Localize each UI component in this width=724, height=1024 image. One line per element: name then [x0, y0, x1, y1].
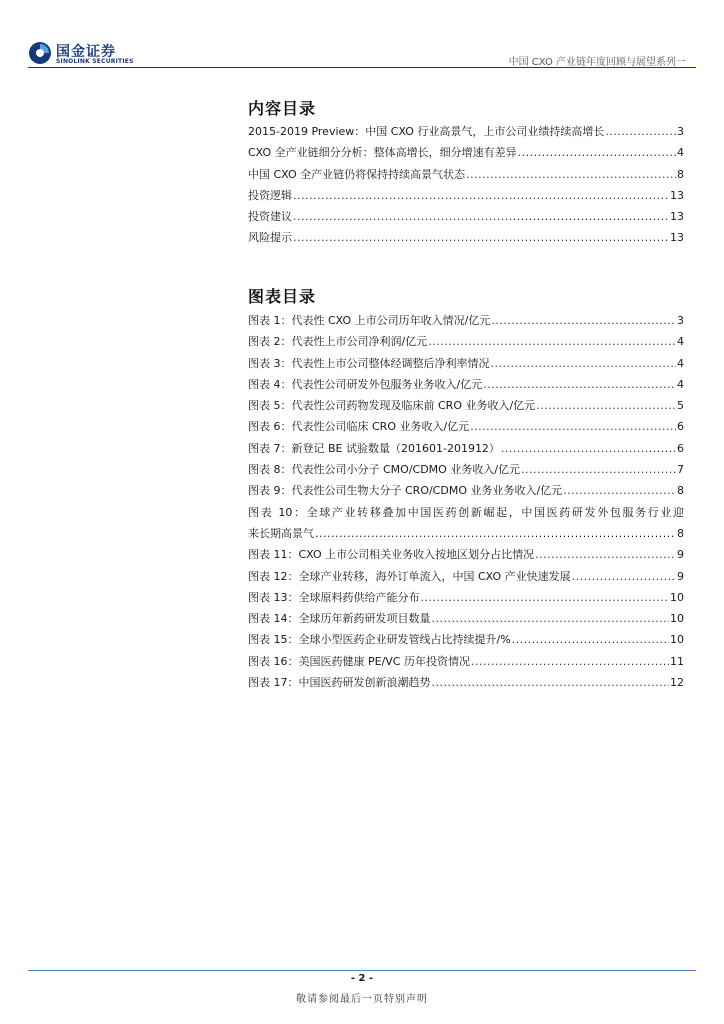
toc-entry-page: 3: [677, 125, 684, 138]
sinolink-logo-icon: [28, 41, 52, 65]
disclaimer-note: 敬请参阅最后一页特别声明: [296, 994, 428, 1005]
toc-entry[interactable]: [248, 227, 684, 248]
toc-entry-page: 13: [670, 231, 684, 245]
leader-dots: [521, 459, 676, 480]
figure-entry-page: 9: [677, 548, 684, 562]
company-logo: [28, 41, 138, 69]
leader-dots: [471, 651, 669, 672]
figure-entry-page: 10: [670, 590, 684, 604]
toc-entry[interactable]: [248, 206, 684, 227]
logo-chinese-name: 国金证券: [56, 44, 116, 60]
leader-dots: [512, 629, 669, 650]
report-series-title: 中国 CXO 产业链年度回顾与展望系列一: [508, 57, 686, 68]
figure-entry[interactable]: [248, 331, 684, 352]
figure-entry-page: 8: [677, 526, 684, 540]
figure-entry-page: 6: [677, 441, 684, 455]
toc-entry-page: 13: [670, 210, 684, 224]
leader-dots: [572, 566, 676, 587]
figure-entry-title: 图表 5：代表性公司药物发现及临床前 CRO 业务收入/亿元: [248, 399, 536, 413]
page-header: [0, 0, 724, 70]
leader-dots: [501, 438, 676, 459]
toc-entry-page: 13: [670, 188, 684, 202]
figure-entry-title: 图表 8：代表性公司小分子 CMO/CDMO 业务收入/亿元: [248, 463, 521, 477]
figures-heading: 图表目录: [248, 287, 317, 306]
toc-entry[interactable]: [248, 121, 684, 142]
leader-dots: [293, 206, 669, 227]
figure-entry-title: 图表 4：代表性公司研发外包服务业务收入/亿元: [248, 377, 483, 391]
figure-entry-title-line2: 来长期高景气: [248, 526, 314, 540]
figure-entry[interactable]: [248, 395, 684, 416]
page-number: - 2 -: [350, 973, 374, 984]
leader-dots: [563, 480, 676, 501]
figure-entry-title: 图表 13：全球原料药供给产能分布: [248, 590, 420, 604]
logo-english-name: SINOLINK SECURITIES: [56, 58, 134, 65]
toc-entry-title: 投资逻辑: [248, 188, 292, 202]
figure-entry-page: 4: [677, 335, 684, 349]
figure-entry-page: 4: [677, 377, 684, 391]
toc-entry-title: 风险提示: [248, 231, 292, 245]
toc-entry-title: 中国 CXO 全产业链仍将保持持续高景气状态: [248, 167, 466, 181]
leader-dots: [536, 395, 676, 416]
figure-entry[interactable]: [248, 416, 684, 437]
figure-entry-title: 图表 17：中国医药研发创新浪潮趋势: [248, 676, 431, 690]
figure-entry-title: 图表 6：代表性公司临床 CRO 业务收入/亿元: [248, 420, 470, 434]
leader-dots: [428, 331, 676, 352]
leader-dots: [432, 672, 670, 693]
figure-entry[interactable]: [248, 651, 684, 672]
figure-entry[interactable]: [248, 544, 684, 565]
figure-entry[interactable]: [248, 374, 684, 395]
toc-entry[interactable]: [248, 164, 684, 185]
figure-entry[interactable]: [248, 459, 684, 480]
figure-entry[interactable]: [248, 629, 684, 650]
leader-dots: [315, 523, 676, 544]
toc-entry-page: 8: [677, 167, 684, 181]
header-divider: [28, 67, 696, 68]
figure-entry-page: 12: [670, 676, 684, 690]
contents-heading: 内容目录: [248, 99, 317, 118]
leader-dots: [432, 608, 670, 629]
leader-dots: [293, 227, 669, 248]
footer-divider: [28, 970, 696, 971]
figure-entry-page: 7: [677, 463, 684, 477]
leader-dots: [491, 310, 676, 331]
figure-entry[interactable]: [248, 608, 684, 629]
figure-entry[interactable]: [248, 587, 684, 608]
figure-entry-title: 图表 1：代表性 CXO 上市公司历年收入情况/亿元: [248, 314, 491, 327]
figure-entry[interactable]: [248, 672, 684, 693]
figure-entry-page: 4: [677, 356, 684, 370]
toc-entry[interactable]: [248, 185, 684, 206]
leader-dots: [491, 353, 677, 374]
leader-dots: [535, 544, 676, 565]
figure-entry[interactable]: [248, 480, 684, 501]
leader-dots: [470, 416, 676, 437]
figure-entry-page: 8: [677, 484, 684, 498]
figure-entry-title: 图表 15：全球小型医药企业研发管线占比持续提升/%: [248, 633, 511, 647]
figure-entry-title: 图表 16：美国医药健康 PE/VC 历年投资情况: [248, 654, 470, 668]
leader-dots: [421, 587, 670, 608]
figure-entry[interactable]: [248, 438, 684, 459]
figure-entry-page: 5: [677, 399, 684, 413]
toc-entry-page: 4: [677, 146, 684, 160]
leader-dots: [293, 185, 669, 206]
figure-entry-title: 图表 9：代表性公司生物大分子 CRO/CDMO 业务业务收入/亿元: [248, 484, 563, 498]
figure-entry-title: 图表 14：全球历年新药研发项目数量: [248, 612, 431, 626]
figure-entry-page: 3: [677, 314, 684, 327]
contents-list: [248, 121, 684, 249]
figure-entry-wrapped[interactable]: [248, 502, 684, 545]
toc-entry[interactable]: [248, 142, 684, 163]
figure-entry-title: 图表 3：代表性上市公司整体经调整后净利率情况: [248, 356, 490, 370]
figure-entry-page: 9: [677, 569, 684, 583]
figure-entry-page: 10: [670, 612, 684, 626]
figure-entry[interactable]: [248, 566, 684, 587]
leader-dots: [483, 374, 676, 395]
leader-dots: [518, 142, 676, 163]
figure-entry[interactable]: [248, 353, 684, 374]
figure-entry-title: 图表 2：代表性上市公司净利润/亿元: [248, 335, 428, 349]
figure-entry-title: 图表 7：新登记 BE 试验数量（201601-201912）: [248, 441, 500, 455]
figures-list: [248, 310, 684, 693]
leader-dots: [605, 121, 676, 142]
toc-entry-title: CXO 全产业链细分分析：整体高增长，细分增速有差异: [248, 146, 517, 160]
figure-entry-page: 10: [670, 633, 684, 647]
figure-entry-page: 11: [670, 654, 684, 668]
figure-entry-title-line1: 图表 10：全球产业转移叠加中国医药创新崛起，中国医药研发外包服务行业迎: [248, 505, 684, 519]
figure-entry-title: 图表 11：CXO 上市公司相关业务收入按地区划分占比情况: [248, 548, 535, 562]
toc-entry-title: 2015-2019 Preview：中国 CXO 行业高景气，上市公司业绩持续高增长: [248, 125, 605, 138]
leader-dots: [466, 164, 676, 185]
toc-entry-title: 投资建议: [248, 210, 292, 224]
figure-entry[interactable]: [248, 310, 684, 331]
figure-entry-title: 图表 12：全球产业转移，海外订单流入，中国 CXO 产业快速发展: [248, 569, 571, 583]
figure-entry-title-line2-row: [248, 523, 684, 544]
figure-entry-page: 6: [677, 420, 684, 434]
